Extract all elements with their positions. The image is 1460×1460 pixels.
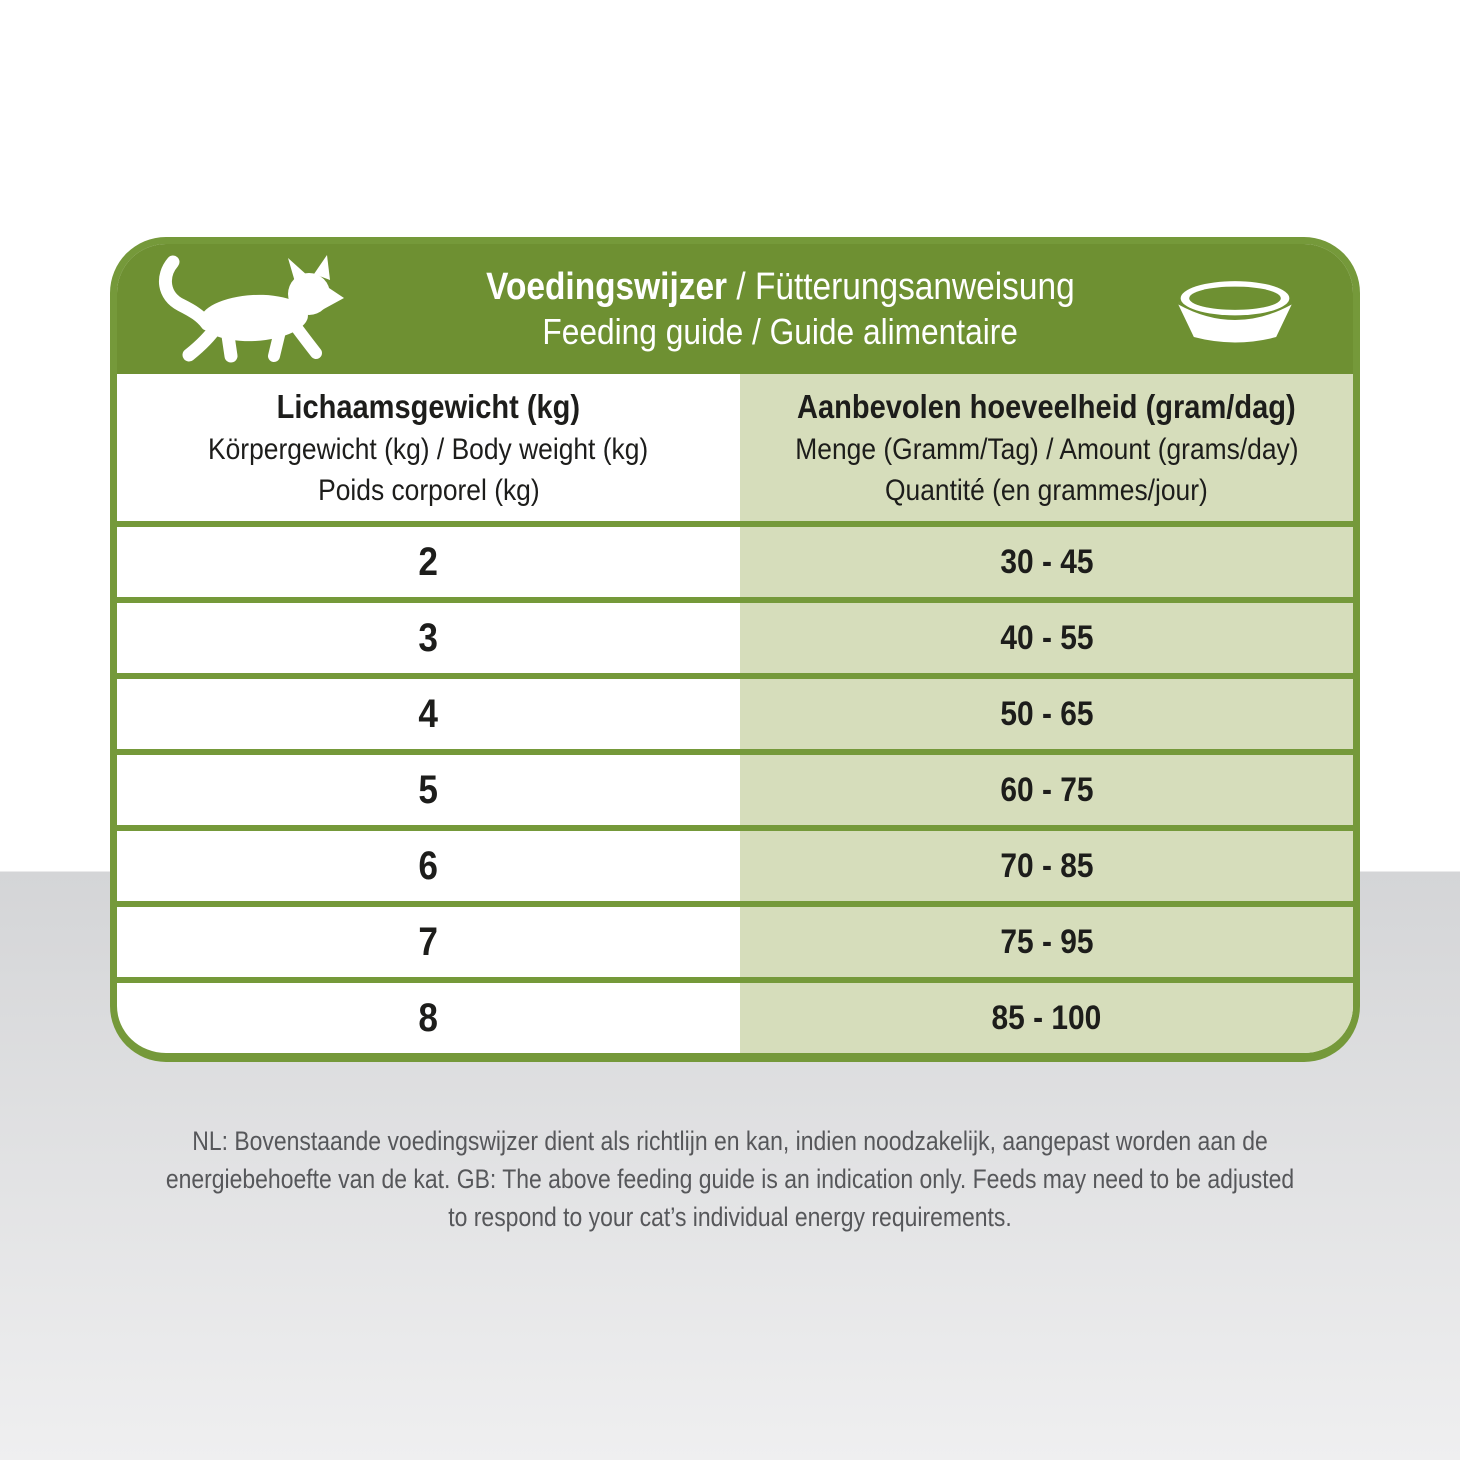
weight-value: 8 bbox=[418, 995, 439, 1040]
weight-value: 2 bbox=[418, 539, 439, 584]
weight-cell bbox=[117, 755, 740, 825]
food-bowl-icon bbox=[1169, 266, 1301, 346]
amount-cell bbox=[740, 907, 1353, 977]
amount-cell bbox=[740, 983, 1353, 1053]
amount-cell bbox=[740, 679, 1353, 749]
cat-icon bbox=[157, 252, 347, 364]
weight-value: 7 bbox=[418, 919, 439, 964]
footer-note-line1: NL: Bovenstaande voedingswijzer dient als richtlijn en kan, indien noodzakelijk, aangepast worden aan de bbox=[192, 1126, 1268, 1156]
weight-value: 6 bbox=[418, 843, 439, 888]
weight-cell bbox=[117, 679, 740, 749]
amount-header-line3: Quantité (en grammes/jour) bbox=[885, 473, 1208, 507]
amount-header-line1: Aanbevolen hoeveelheid (gram/dag) bbox=[797, 387, 1296, 425]
table-row bbox=[117, 673, 1353, 749]
feeding-guide-card bbox=[110, 237, 1360, 1062]
footer-note bbox=[0, 1122, 1460, 1236]
amount-header-cell bbox=[740, 374, 1353, 521]
weight-header-line1: Lichaamsgewicht (kg) bbox=[276, 387, 581, 425]
table-row bbox=[117, 597, 1353, 673]
amount-value: 70 - 85 bbox=[999, 846, 1094, 885]
amount-cell bbox=[740, 755, 1353, 825]
amount-value: 50 - 65 bbox=[999, 694, 1094, 733]
header-band bbox=[117, 244, 1353, 374]
amount-cell bbox=[740, 831, 1353, 901]
amount-value: 30 - 45 bbox=[999, 542, 1094, 581]
amount-value: 85 - 100 bbox=[991, 998, 1102, 1037]
header-titles bbox=[417, 244, 1143, 374]
weight-header-line3: Poids corporel (kg) bbox=[317, 473, 540, 507]
weight-cell bbox=[117, 983, 740, 1053]
weight-value: 3 bbox=[418, 615, 439, 660]
amount-value: 75 - 95 bbox=[999, 922, 1094, 961]
table-row bbox=[117, 521, 1353, 597]
amount-cell bbox=[740, 603, 1353, 673]
weight-cell bbox=[117, 907, 740, 977]
amount-header-line2: Menge (Gramm/Tag) / Amount (grams/day) bbox=[794, 432, 1299, 466]
weight-value: 5 bbox=[418, 767, 439, 812]
title-secondary: / Fütterungsanweisung bbox=[726, 266, 1075, 308]
table-row bbox=[117, 749, 1353, 825]
weight-header-line2: Körpergewicht (kg) / Body weight (kg) bbox=[208, 432, 649, 466]
amount-value: 60 - 75 bbox=[999, 770, 1094, 809]
weight-cell bbox=[117, 831, 740, 901]
weight-header-cell bbox=[117, 374, 740, 521]
table-row bbox=[117, 825, 1353, 901]
table-header-row bbox=[117, 374, 1353, 521]
amount-value: 40 - 55 bbox=[999, 618, 1094, 657]
title-subtitle: Feeding guide / Guide alimentaire bbox=[542, 311, 1018, 352]
amount-cell bbox=[740, 527, 1353, 597]
weight-value: 4 bbox=[418, 691, 439, 736]
footer-note-line2: energiebehoefte van de kat. GB: The above feeding guide is an indication only. Feeds may need to be adjusted bbox=[165, 1164, 1295, 1194]
table-row bbox=[117, 977, 1353, 1053]
title-primary: Voedingswijzer bbox=[485, 266, 727, 308]
footer-note-line3: to respond to your cat’s individual energy requirements. bbox=[448, 1202, 1012, 1232]
weight-cell bbox=[117, 527, 740, 597]
table-row bbox=[117, 901, 1353, 977]
weight-cell bbox=[117, 603, 740, 673]
